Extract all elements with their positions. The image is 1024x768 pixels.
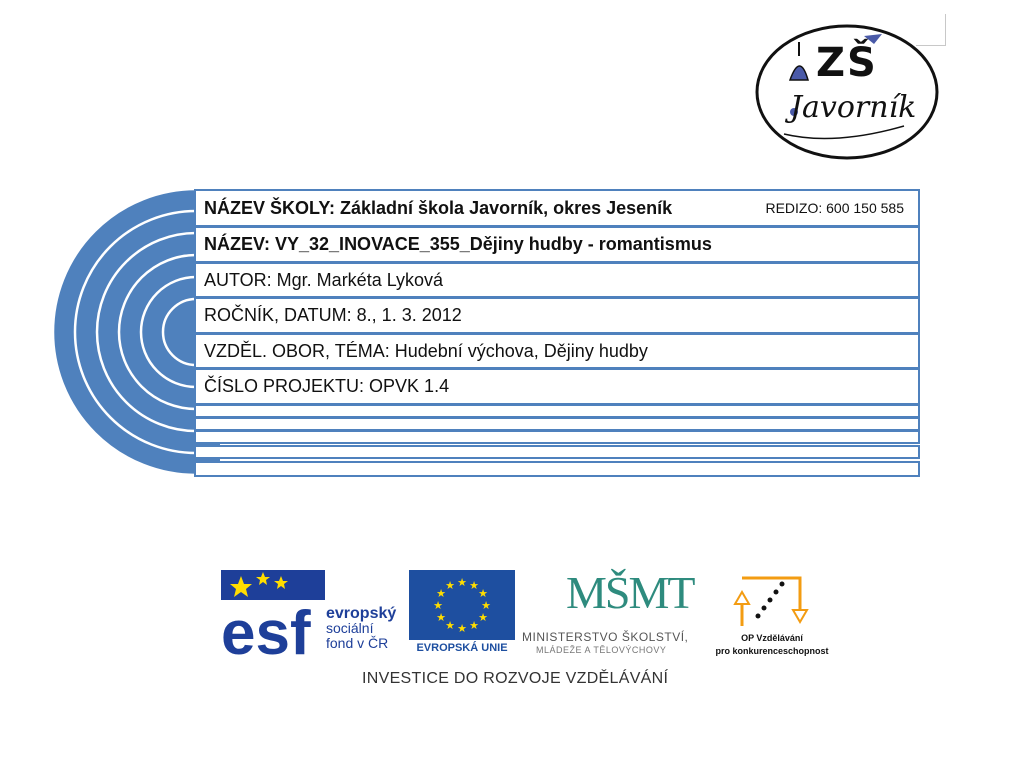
op-vk-logo: [710, 570, 834, 660]
svg-text:★: ★: [481, 599, 491, 612]
subject-text: VZDĚL. OBOR, TÉMA: Hudební výchova, Dějiny hudby: [204, 340, 648, 361]
eu-flag-icon: [409, 570, 515, 640]
svg-text:★: ★: [445, 619, 455, 632]
op-line-1: OP Vzdělávání: [741, 633, 803, 643]
svg-text:★: ★: [436, 611, 446, 624]
msmt-line-2: MLÁDEŽE A TĚLOVÝCHOVY: [536, 645, 667, 655]
author-text: AUTOR: Mgr. Markéta Lyková: [204, 269, 444, 290]
esf-line-3: fond v ČR: [326, 635, 389, 651]
msmt-logo: [522, 566, 708, 660]
eu-stars-icon: [409, 570, 515, 640]
school-logo: [754, 22, 940, 162]
esf-caption: [326, 606, 396, 651]
svg-text:★: ★: [469, 579, 479, 592]
svg-text:★: ★: [433, 599, 443, 612]
empty-row-1: [194, 404, 920, 418]
empty-row-2: [194, 417, 920, 431]
msmt-mark-icon: MŠMT: [566, 567, 694, 618]
redizo-text: REDIZO: 600 150 585: [765, 200, 904, 216]
svg-text:★: ★: [469, 619, 479, 632]
school-logo-initials: ZŠ: [816, 40, 878, 86]
svg-text:★: ★: [445, 579, 455, 592]
op-line-2: pro konkurenceschopnost: [715, 646, 829, 656]
msmt-line-1: MINISTERSTVO ŠKOLSTVÍ,: [522, 630, 689, 644]
info-row-subject: [194, 333, 920, 369]
svg-text:esf: esf: [221, 599, 311, 658]
school-name-text: NÁZEV ŠKOLY: Základní škola Javorník, okres Jeseník: [204, 197, 673, 218]
eu-logo: [409, 570, 515, 656]
esf-logo: [221, 570, 401, 658]
project-text: ČÍSLO PROJEKTU: OPVK 1.4: [204, 376, 450, 396]
info-row-school: [194, 189, 920, 227]
op-vk-caption: [710, 632, 834, 658]
svg-text:★: ★: [478, 587, 488, 600]
info-row-author: [194, 262, 920, 298]
info-row-grade-date: [194, 297, 920, 334]
svg-text:★: ★: [457, 622, 467, 635]
empty-row-4: [194, 445, 920, 459]
title-text: NÁZEV: VY_32_INOVACE_355_Dějiny hudby - romantismus: [204, 234, 712, 254]
empty-row-5: [194, 461, 920, 477]
school-logo-name: Javorník: [790, 90, 917, 125]
eu-caption: EVROPSKÁ UNIE: [416, 642, 508, 654]
concentric-arcs: [0, 0, 220, 480]
svg-text:★: ★: [436, 587, 446, 600]
op-vk-mark-icon: [710, 570, 834, 632]
info-row-project: [194, 368, 920, 405]
esf-line-1: evropský: [326, 605, 397, 622]
svg-text:★: ★: [457, 576, 467, 589]
esf-logo-mark: [221, 570, 325, 658]
svg-text:★: ★: [478, 611, 488, 624]
esf-line-2: sociální: [326, 620, 374, 636]
info-row-title: [194, 226, 920, 263]
empty-row-3: [194, 430, 920, 444]
grade-date-text: ROČNÍK, DATUM: 8., 1. 3. 2012: [204, 305, 462, 325]
slogan-text: INVESTICE DO ROZVOJE VZDĚLÁVÁNÍ: [362, 670, 669, 687]
